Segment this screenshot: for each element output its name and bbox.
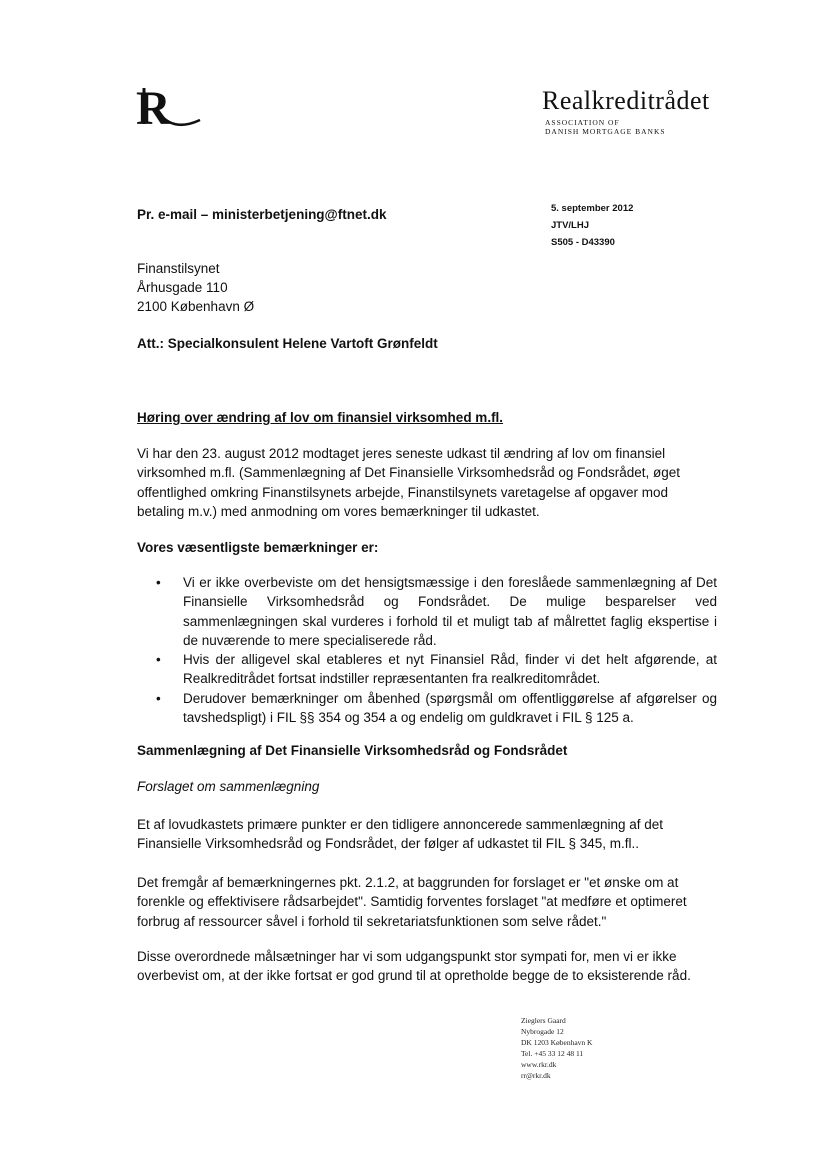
- org-subtitle-line-2: DANISH MORTGAGE BANKS: [545, 127, 666, 136]
- realkreditraadet-logo: [136, 84, 206, 136]
- body-paragraph-3: Disse overordnede målsætninger har vi som udgangspunkt stor sympati for, men vi er ikke overbevist om, at der ikke fortsat er god grund til at opretholde begge de to eksisterende råd.: [137, 949, 691, 984]
- sub-heading: Forslaget om sammenlægning: [137, 779, 320, 794]
- list-item-text: Hvis der alligevel skal etableres et nyt Finansiel Råd, finder vi det helt afgørende, at Realkreditrådet fortsat indstiller repræsentanten fra realkreditområdet.: [183, 652, 717, 687]
- key-remarks-heading: Vores væsentligste bemærkninger er:: [137, 540, 379, 555]
- letter-date: 5. september 2012: [551, 203, 634, 214]
- body-paragraph-1: Et af lovudkastets primære punkter er den tidligere annoncerede sammenlægning af det Finansielle Virksomhedsråd og Fondsrådet, der følger af udkastet til FIL § 345, m.fl..: [137, 817, 664, 852]
- footer-phone: Tel. +45 33 12 48 11: [521, 1049, 584, 1058]
- intro-paragraph: Vi har den 23. august 2012 modtaget jeres seneste udkast til ændring af lov om finansiel virksomhed m.fl. (Sammenlægning af Det Finansielle Virksomhedsråd og Fondsrådet, øget offentlighed omkring Finanstilsynets arbejde, Finanstilsynets varetagelse af opgaver mod betaling m.v.) med anmodning om vores bemærkninger til udkastet.: [137, 446, 680, 519]
- letter-reference: JTV/LHJ: [551, 220, 590, 231]
- address-line-1: Finanstilsynet: [137, 261, 220, 276]
- section-heading: Sammenlægning af Det Finansielle Virksomhedsråd og Fondsrådet: [137, 743, 568, 758]
- case-number: S505 - D43390: [551, 237, 615, 248]
- org-name: Realkreditrådet: [542, 86, 710, 115]
- footer-email: rr@rkr.dk: [521, 1071, 551, 1080]
- address-line-3: 2100 København Ø: [137, 299, 255, 314]
- footer-building: Zieglers Gaard: [521, 1016, 566, 1025]
- address-line-2: Århusgade 110: [137, 280, 228, 295]
- footer-street: Nybrogade 12: [521, 1027, 564, 1036]
- key-remarks-list: [137, 573, 717, 727]
- list-item: [137, 650, 717, 689]
- attention-line: Att.: Specialkonsulent Helene Vartoft Grønfeldt: [137, 336, 438, 351]
- logo-monogram: R: [136, 84, 171, 135]
- footer-website: www.rkr.dk: [521, 1060, 557, 1069]
- email-recipient-line: Pr. e-mail – ministerbetjening@ftnet.dk: [137, 207, 387, 222]
- list-item-text: Derudover bemærkninger om åbenhed (spørgsmål om offentliggørelse af afgørelser og tavshedspligt) i FIL §§ 354 og 354 a og endelig om guldkravet i FIL § 125 a.: [183, 690, 717, 726]
- list-item-text: Vi er ikke overbeviste om det hensigtsmæssige i den foreslåede sammenlægning af Det Finansielle Virksomhedsråd og Fondsrådet. De mulige besparelser ved sammenlægningen skal vurderes i forhold til et muligt tab af målrettet faglig ekspertise i de nuværende to mere specialiserede råd.: [183, 575, 717, 648]
- list-item: [137, 573, 717, 650]
- footer-city: DK 1203 København K: [521, 1038, 593, 1047]
- footer-contact-block: [521, 1015, 592, 1081]
- org-subtitle-line-1: ASSOCIATION OF: [545, 118, 620, 127]
- bullet-icon: •: [156, 575, 161, 590]
- list-item: [137, 689, 717, 728]
- body-paragraph-2: Det fremgår af bemærkningernes pkt. 2.1.2, at baggrunden for forslaget er "et ønske om at forenkle og effektivisere rådsarbejdet". Samtidig forventes forslaget "at medføre et optimeret forbrug af ressourcer såvel i forhold til sekretariatsfunktionen som selve rådet.": [137, 875, 687, 929]
- letter-subject: Høring over ændring af lov om finansiel virksomhed m.fl.: [137, 410, 504, 425]
- bullet-icon: •: [156, 652, 161, 668]
- bullet-icon: •: [156, 690, 161, 706]
